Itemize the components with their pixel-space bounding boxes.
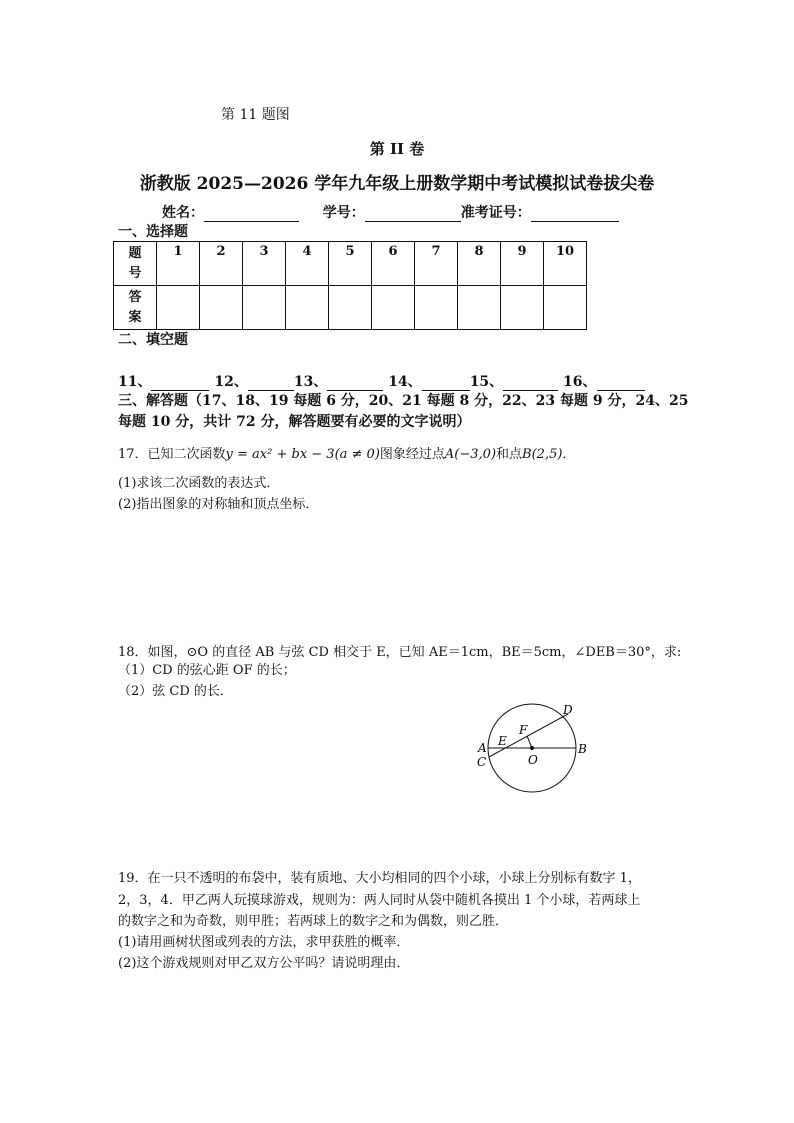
point-a: A(−3,0) [444, 447, 497, 462]
section3-heading: 三、解答题（17、18、19 每题 6 分，20、21 每题 8 分，22、23 每题 9 分，24、25 每题 10 分，共计 72 分，解答题要有必要的文字说明） [118, 393, 689, 430]
question-19-part1: (1)请用画树状图或列表的方法，求甲获胜的概率． [118, 935, 410, 950]
table-cell-number: 8 [458, 242, 501, 286]
main-title: 浙教版 2025—2026 学年九年级上册数学期中考试模拟试卷拔尖卷 [139, 174, 655, 194]
blank-12[interactable] [248, 376, 294, 391]
label-a: A [478, 741, 487, 755]
question-17-stem: 17．已知二次函数y = ax² + bx − 3(a ≠ 0)图象经过点A(−3,0)和点B(2,5)． [118, 447, 576, 462]
exam-id-field[interactable] [531, 206, 619, 222]
table-cell-number: 7 [415, 242, 458, 286]
question-19-line1: 19．在一只不透明的布袋中，装有质地、大小均相同的四个小球，小球上分别标有数字 1， [118, 871, 641, 886]
table-cell-number: 4 [286, 242, 329, 286]
figure-caption: 第 11 题图 [221, 107, 290, 123]
fill-in-blanks-line [118, 371, 645, 391]
row-header-answer: 答 案 [114, 286, 157, 330]
question-19-line2: 2，3，4．甲乙两人玩摸球游戏，规则为：两人同时从袋中随机各摸出 1 个小球，若两球上 [118, 893, 641, 908]
row-header-number: 题 号 [114, 242, 157, 286]
blank-13[interactable] [327, 376, 383, 391]
answer-cell[interactable] [329, 286, 372, 330]
blank-11[interactable] [151, 376, 209, 391]
name-field[interactable] [204, 206, 299, 222]
answer-cell[interactable] [372, 286, 415, 330]
center-point [530, 746, 534, 750]
label-e: E [498, 734, 507, 748]
answer-table [113, 241, 587, 330]
blank-label-16: 16、 [563, 374, 597, 390]
question-19-part2: (2)这个游戏规则对甲乙双方公平吗？请说明理由． [118, 956, 410, 971]
answer-cell[interactable] [544, 286, 587, 330]
answer-cell[interactable] [458, 286, 501, 330]
question-19-line3: 的数字之和为奇数，则甲胜；若两球上的数字之和为偶数，则乙胜． [118, 914, 509, 929]
label-d: D [563, 703, 573, 717]
question-18-part2: （2）弦 CD 的长． [118, 684, 233, 699]
answer-cell[interactable] [243, 286, 286, 330]
question-18-stem: 18．如图，⊙O 的直径 AB 与弦 CD 相交于 E，已知 AE＝1cm，BE＝5cm，∠DEB＝30°，求: [118, 645, 682, 660]
answer-cell[interactable] [157, 286, 200, 330]
blank-label-14: 14、 [388, 374, 422, 390]
blank-14[interactable] [422, 376, 470, 391]
answer-cell[interactable] [415, 286, 458, 330]
point-b: B(2,5) [522, 447, 563, 462]
student-info-line [162, 202, 619, 222]
section2-heading: 二、填空题 [118, 332, 188, 348]
label-o: O [528, 753, 538, 767]
section1-heading: 一、选择题 [118, 224, 188, 240]
label-b: B [578, 742, 587, 756]
table-cell-number: 9 [501, 242, 544, 286]
label-c: C [477, 755, 487, 769]
student-id-field[interactable] [365, 206, 461, 222]
student-id-label: 学号： [322, 205, 365, 221]
blank-16[interactable] [597, 376, 645, 391]
volume-title: 第 II 卷 [369, 140, 425, 158]
table-cell-number: 3 [243, 242, 286, 286]
blank-label-12: 12、 [214, 374, 248, 390]
blank-label-11: 11、 [118, 374, 152, 390]
question-18-part1: （1）CD 的弦心距 OF 的长； [118, 663, 296, 678]
table-cell-number: 5 [329, 242, 372, 286]
table-cell-number: 1 [157, 242, 200, 286]
question-17-part2: (2)指出图象的对称轴和顶点坐标． [118, 497, 319, 512]
exam-id-label: 准考证号： [460, 205, 531, 221]
label-f: F [519, 723, 528, 737]
answer-cell[interactable] [286, 286, 329, 330]
table-cell-number: 6 [372, 242, 415, 286]
table-row-numbers [114, 242, 587, 286]
name-label: 姓名： [162, 205, 204, 221]
answer-cell[interactable] [501, 286, 544, 330]
table-cell-number: 2 [200, 242, 243, 286]
blank-15[interactable] [503, 376, 558, 391]
quadratic-formula: y = ax² + bx − 3(a ≠ 0) [225, 447, 380, 462]
blank-label-15: 15、 [469, 374, 504, 390]
question-17-part1: (1)求该二次函数的表达式． [118, 476, 280, 491]
table-cell-number: 10 [544, 242, 587, 286]
answer-cell[interactable] [200, 286, 243, 330]
circle-figure [470, 700, 600, 800]
table-row-answers [114, 286, 587, 330]
blank-label-13: 13、 [293, 374, 328, 390]
